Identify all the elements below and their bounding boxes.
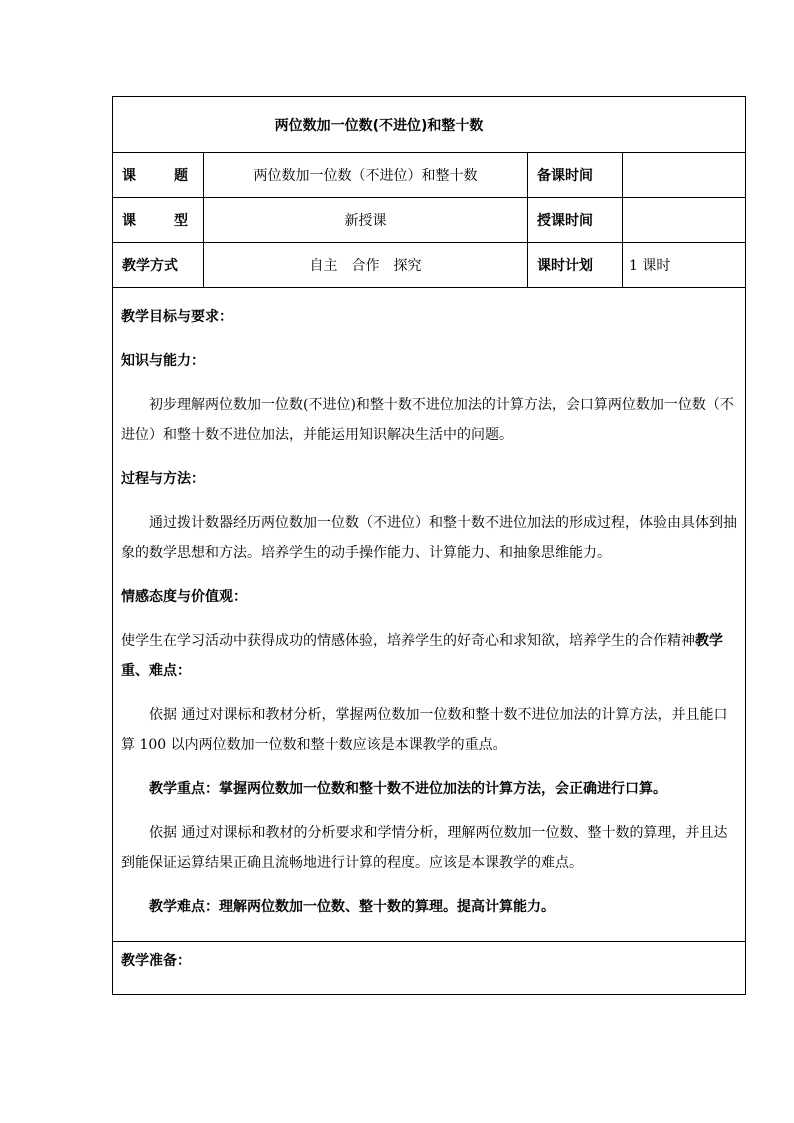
value-type: 新授课: [204, 198, 528, 243]
process-heading: 过程与方法：: [121, 471, 205, 487]
label-period-plan: 课时计划: [528, 243, 623, 288]
keypoint-basis-text: 依据 通过对课标和教材分析，掌握两位数加一位数和整十数不进位加法的计算方法，并且能口算 100 以内两位数加一位数和整十数应该是本课教学的重点。: [121, 707, 728, 753]
emotion-paragraph: [121, 626, 737, 686]
difficulty-basis-text: 依据 通过对课标和教材的分析要求和学情分析，理解两位数加一位数、整十数的算理，并且达到能保证运算结果正确且流畅地进行计算的程度。应该是本课教学的难点。: [121, 825, 728, 871]
label-method: 教学方式: [113, 243, 204, 288]
knowledge-heading: 知识与能力：: [121, 353, 205, 369]
value-teach-time: [623, 198, 746, 243]
label-prep-time: 备课时间: [528, 153, 623, 198]
label-type-text: 课 型: [122, 213, 188, 229]
document-title-text: 两位数加一位数(不进位)和整十数: [274, 117, 484, 134]
row-method: [113, 243, 746, 288]
value-topic: 两位数加一位数（不进位）和整十数: [204, 153, 528, 198]
label-topic-text: 课 题: [122, 168, 188, 184]
goals-section: [113, 288, 746, 942]
lesson-plan-table: [112, 96, 746, 995]
value-method: 自主 合作 探究: [204, 243, 528, 288]
value-prep-time: [623, 153, 746, 198]
label-topic: [113, 153, 204, 198]
prep-section: 教学准备：: [113, 942, 746, 995]
goals-heading: 教学目标与要求：: [121, 309, 233, 325]
difficulty-line: 教学难点：理解两位数加一位数、整十数的算理。提高计算能力。: [149, 899, 555, 915]
process-text: 通过拨计数器经历两位数加一位数（不进位）和整十数不进位加法的形成过程，体验由具体到抽象的数学思想和方法。培养学生的动手操作能力、计算能力、和抽象思维能力。: [121, 515, 737, 561]
row-topic: [113, 153, 746, 198]
keypoint-line: 教学重点：掌握两位数加一位数和整十数不进位加法的计算方法，会正确进行口算。: [149, 781, 667, 797]
label-type: [113, 198, 204, 243]
keypoint-inline-heading: 教学重、难点：: [121, 633, 723, 679]
knowledge-text: 初步理解两位数加一位数(不进位)和整十数不进位加法的计算方法，会口算两位数加一位数（不进位）和整十数不进位加法，并能运用知识解决生活中的问题。: [121, 397, 734, 443]
emotion-heading: 情感态度与价值观：: [121, 589, 247, 605]
value-period-plan: 1 课时: [623, 243, 746, 288]
document-title: [113, 97, 746, 153]
row-type: [113, 198, 746, 243]
emotion-text: 使学生在学习活动中获得成功的情感体验，培养学生的好奇心和求知欲，培养学生的合作精神: [121, 633, 695, 649]
label-teach-time: 授课时间: [528, 198, 623, 243]
